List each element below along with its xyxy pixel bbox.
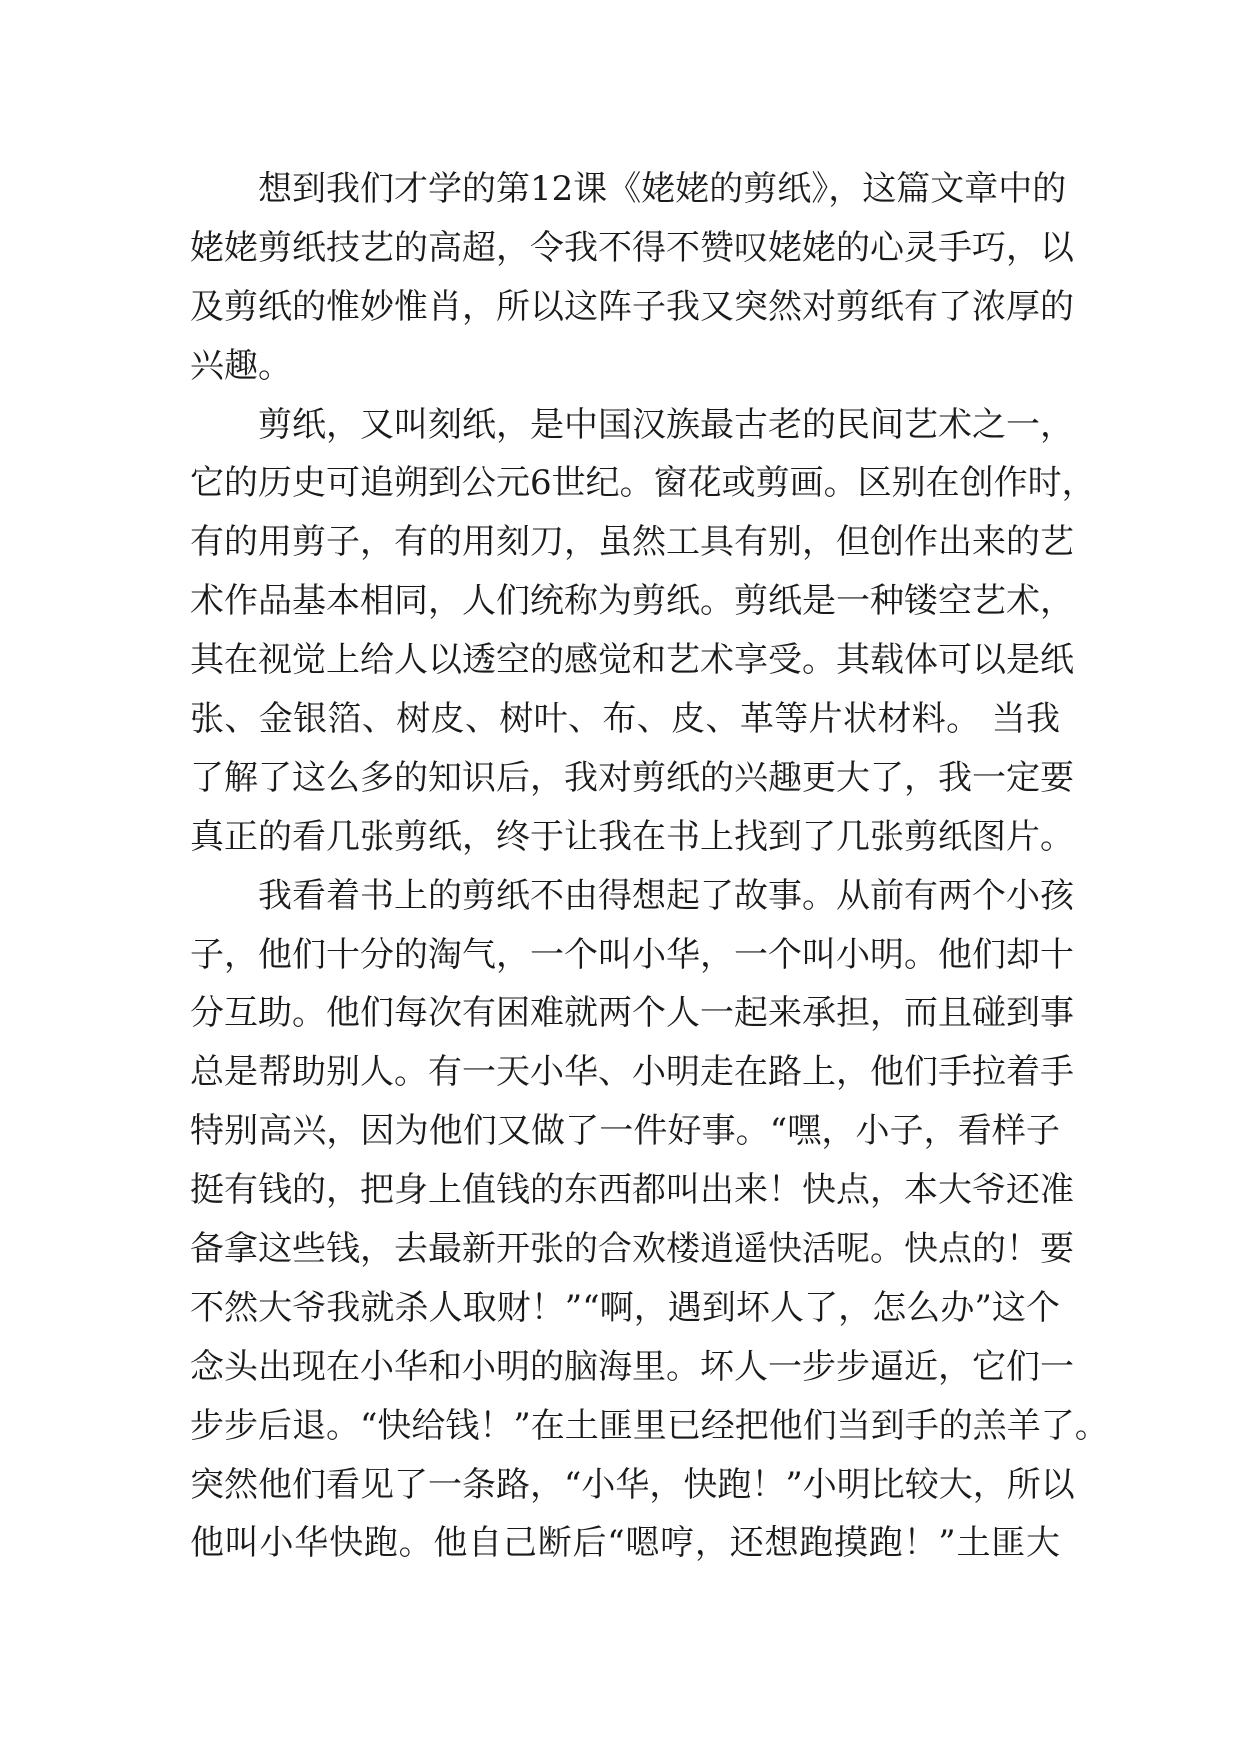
paragraph-line: 兴趣。	[190, 345, 292, 386]
paragraph-line: 剪纸，又叫刻纸，是中国汉族最古老的民间艺术之一，	[258, 404, 1074, 445]
paragraph-line: 姥姥剪纸技艺的高超，令我不得不赞叹姥姥的心灵手巧，以	[190, 227, 1074, 268]
paragraph-line: 术作品基本相同，人们统称为剪纸。剪纸是一种镂空艺术，	[190, 581, 1074, 622]
paragraph-line: 特别高兴，因为他们又做了一件好事。“嘿，小子，看样子	[190, 1111, 1060, 1152]
paragraph-line: 他叫小华快跑。他自己断后“嗯哼，还想跑摸跑！”土匪大	[190, 1523, 1060, 1564]
paragraph-line: 子，他们十分的淘气，一个叫小华，一个叫小明。他们却十	[190, 934, 1074, 975]
paragraph-3	[190, 867, 1109, 1574]
paragraph-line: 张、金银箔、树皮、树叶、布、皮、革等片状材料。 当我	[190, 699, 1060, 740]
paragraph-line: 突然他们看见了一条路，“小华，快跑！”小明比较大，所以	[190, 1464, 1075, 1505]
paragraph-line: 真正的看几张剪纸，终于让我在书上找到了几张剪纸图片。	[190, 816, 1074, 857]
paragraph-line: 不然大爷我就杀人取财！”“啊，遇到坏人了，怎么办”这个	[190, 1287, 1060, 1328]
paragraph-line: 其在视觉上给人以透空的感觉和艺术享受。其载体可以是纸	[190, 640, 1074, 681]
paragraph-2	[190, 396, 1096, 867]
paragraph-line: 我看着书上的剪纸不由得想起了故事。从前有两个小孩	[258, 875, 1074, 916]
paragraph-line: 及剪纸的惟妙惟肖，所以这阵子我又突然对剪纸有了浓厚的	[190, 286, 1074, 327]
paragraph-line: 它的历史可追朔到公元6世纪。窗花或剪画。区别在创作时，	[190, 463, 1096, 504]
paragraph-line: 念头出现在小华和小明的脑海里。坏人一步步逼近，它们一	[190, 1346, 1074, 1387]
paragraph-line: 想到我们才学的第12课《姥姥的剪纸》，这篇文章中的	[258, 169, 1067, 209]
paragraph-line: 有的用剪子，有的用刻刀，虽然工具有别，但创作出来的艺	[190, 522, 1074, 563]
paragraph-line: 分互助。他们每次有困难就两个人一起来承担，而且碰到事	[190, 993, 1074, 1034]
paragraph-1	[190, 160, 1074, 396]
paragraph-line: 挺有钱的，把身上值钱的东西都叫出来！快点，本大爷还准	[190, 1170, 1074, 1211]
paragraph-line: 步步后退。“快给钱！”在土匪里已经把他们当到手的羔羊了。	[190, 1405, 1109, 1446]
paragraph-line: 总是帮助别人。有一天小华、小明走在路上，他们手拉着手	[190, 1052, 1074, 1093]
document-body	[190, 160, 1109, 1573]
paragraph-line: 了解了这么多的知识后，我对剪纸的兴趣更大了，我一定要	[190, 757, 1074, 798]
paragraph-line: 备拿这些钱，去最新开张的合欢楼逍遥快活呢。快点的！要	[190, 1229, 1074, 1270]
